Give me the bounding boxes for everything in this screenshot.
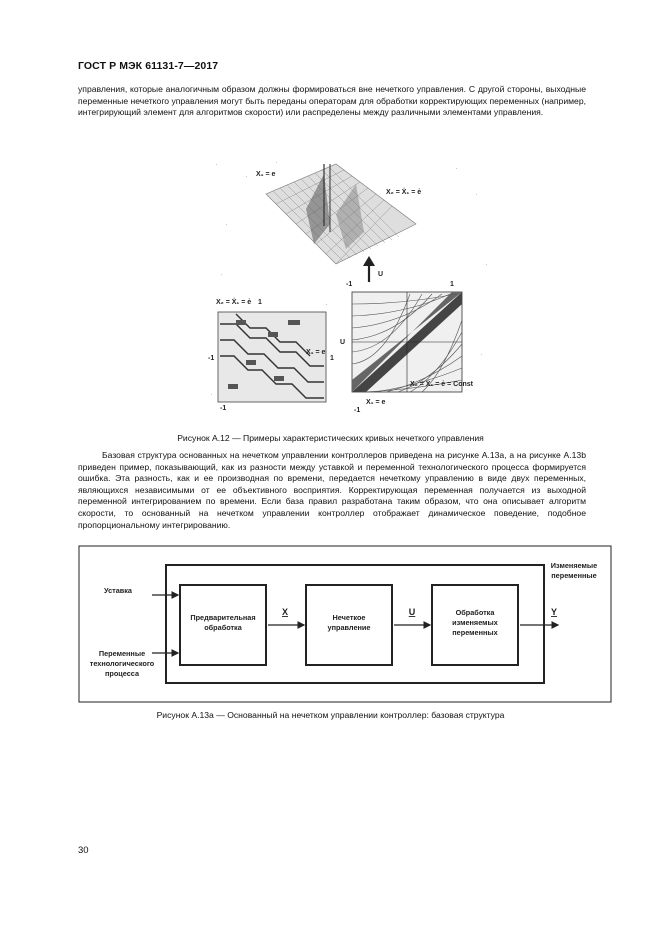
label-u-right: U (340, 339, 346, 346)
label-process-var-2: технологического (89, 659, 155, 668)
signal-y: Y (550, 607, 558, 617)
label-x2-e-dot-top: X₂ = Ẋ₁ = ė (386, 189, 422, 196)
block3-line2: изменяемых (452, 618, 498, 627)
paragraph-intro: управления, которые аналогичным образом должны формироваться вне нечеткого управления. С другой стороны, выходные переменные нечеткого управления могут быть переданы операторам для обработки корректирующих переменных (например, интегрирующий элемент для алгоритмов скорости) или распределены между различными элементами управления. (78, 84, 586, 118)
label-minus-one-left-bottom: -1 (220, 405, 227, 412)
label-x1-e-left: X₁ = e (306, 349, 326, 356)
label-setpoint: Уставка (104, 586, 132, 595)
paragraph-structure: Базовая структура основанных на нечетком управлении контроллеров приведена на рисунке А.13а, а на рисунке А.13b приведен пример, показывающий, как из разности между уставкой и переменной технологического процесса формируется ошибка. Эта разность, как и ее производная по времени, передается нечеткому управлению в виде двух переменных, являющихся независимыми от ее объективного восприятия. Корректирующая переменная получается из выходной переменной интегрированием по времени. Если база правил разработана таким образом, что она описывает алгоритм скорости, то основанный на нечетком управлении контроллер отображает динамическое поведение, подобное пропорциональному интегрированию. (78, 450, 586, 530)
block3-line3: переменных (452, 628, 498, 637)
block3-line1: Обработка (455, 608, 495, 617)
signal-x: X (281, 607, 289, 617)
figure-a13a-block-diagram (78, 545, 612, 703)
block2-line1: Нечеткое (332, 613, 366, 622)
figure-a13a-caption: Рисунок А.13а — Основанный на нечетком управлении контроллер: базовая структура (156, 710, 505, 720)
page-number: 30 (78, 845, 89, 856)
label-one-left-top: 1 (258, 299, 262, 306)
block1-line2: обработка (204, 623, 242, 632)
figure-a12-caption: Рисунок А.12 — Примеры характеристических кривых нечеткого управления (177, 433, 484, 443)
label-minus-one-right-bottom: -1 (354, 407, 361, 414)
signal-u: U (408, 607, 416, 617)
label-changeable-1: Изменяемые (550, 561, 598, 570)
block1-line1: Предварительная (190, 613, 256, 622)
label-x2-e-dot-left: X₂ = Ẋ₁ = ė (216, 299, 252, 306)
contour-map-right (352, 292, 462, 392)
label-process-var-1: Переменные (98, 649, 146, 658)
label-one-left-right: 1 (330, 355, 334, 362)
label-minus-one-right: -1 (346, 281, 353, 288)
rule-map-left (218, 312, 326, 402)
label-x1-e-top: X₁ = e (256, 171, 276, 178)
document-header: ГОСТ Р МЭК 61131-7—2017 (78, 60, 219, 72)
label-x2-const: X₂ = Ẋ₁ = ė = Const (410, 381, 473, 388)
label-process-var-3: процесса (104, 669, 140, 678)
label-x1-e-right: X₁ = e (366, 399, 386, 406)
label-u-arrow: U (378, 271, 384, 278)
label-changeable-2: переменные (551, 571, 597, 580)
block2-line2: управление (327, 623, 371, 632)
label-one-right-top: 1 (450, 281, 454, 288)
figure-a12 (206, 154, 496, 414)
label-minus-one-left: -1 (208, 355, 215, 362)
